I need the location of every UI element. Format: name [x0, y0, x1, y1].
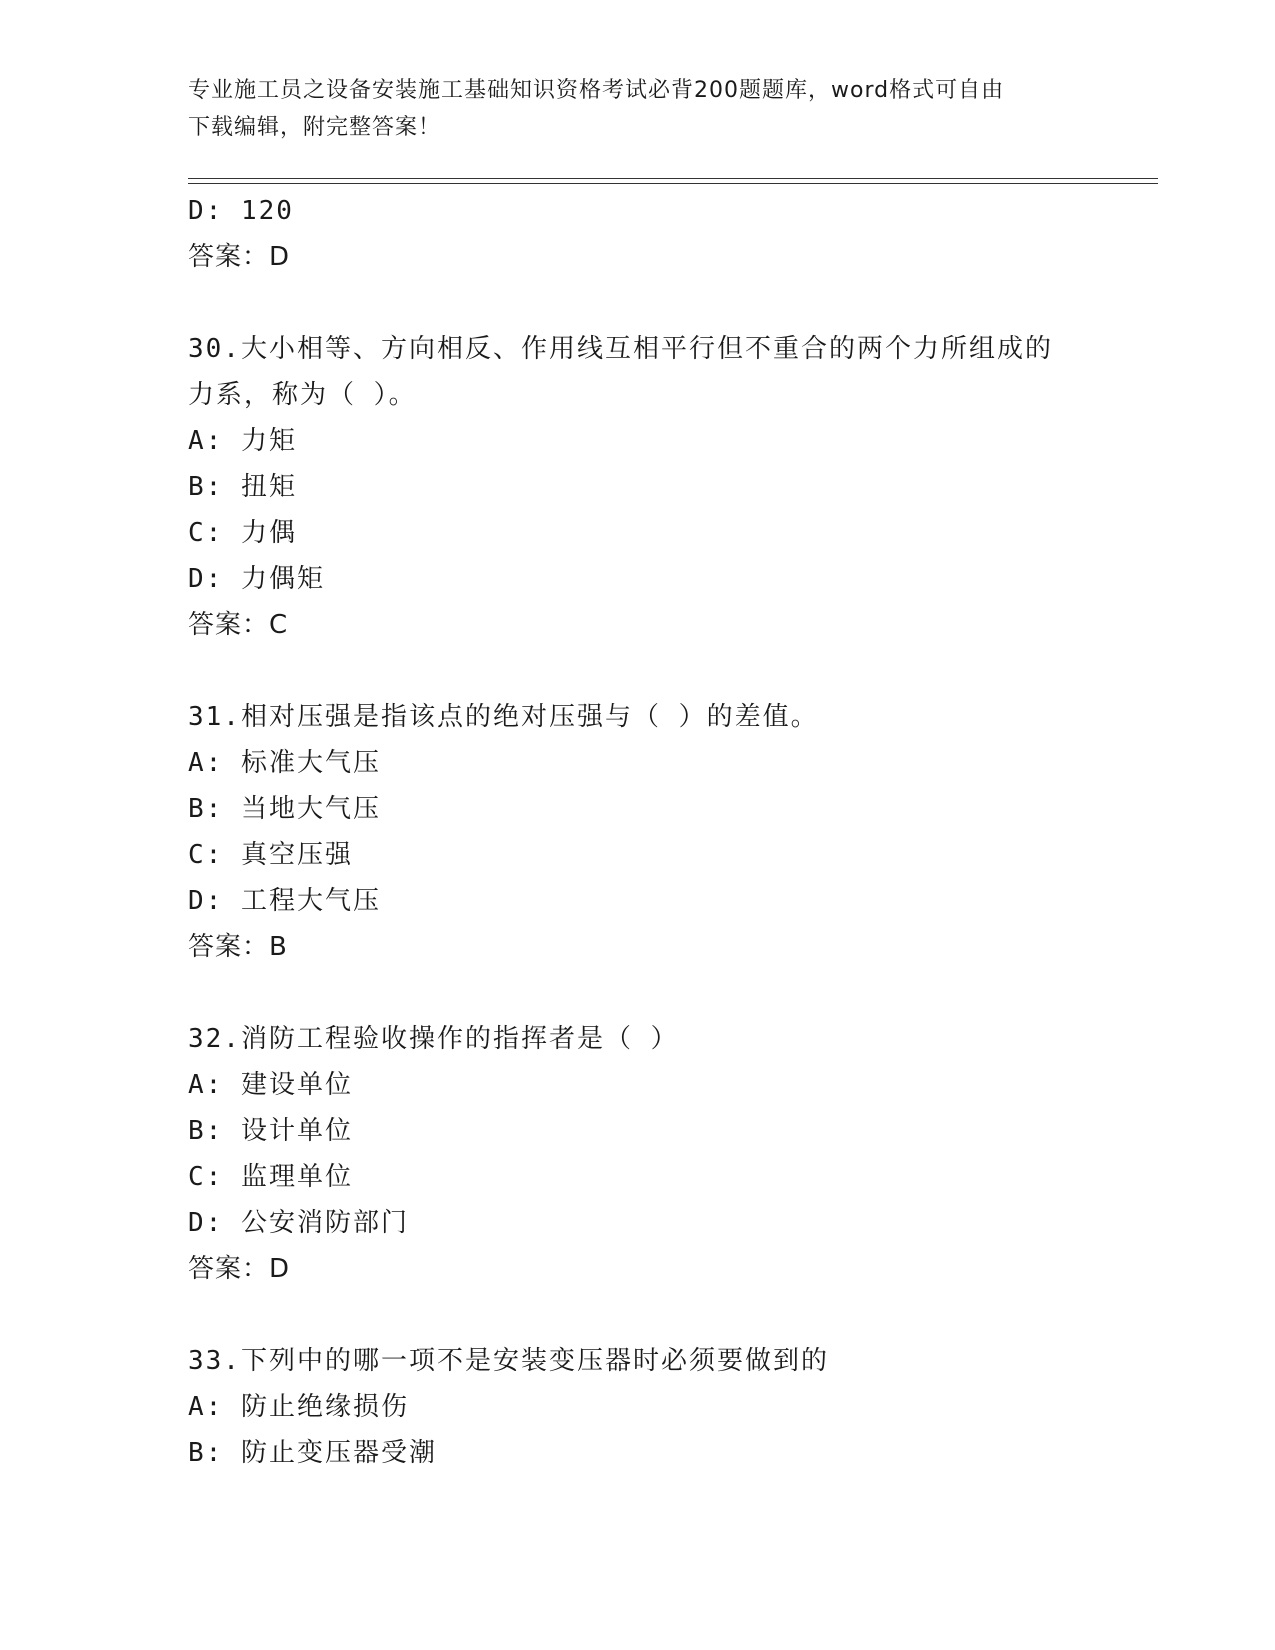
option-c: C: 真空压强: [188, 840, 353, 870]
question-30: [188, 326, 1088, 648]
question-32: [188, 1016, 1088, 1292]
header-line-1: 专业施工员之设备安装施工基础知识资格考试必背200题题库，word格式可自由: [188, 78, 1005, 103]
answer-line: 答案：D: [188, 1254, 291, 1284]
spacer: [188, 280, 1088, 326]
document-header: [188, 72, 1088, 146]
header-divider-top: [188, 178, 1158, 179]
question-31: [188, 694, 1088, 970]
option-c: C: 力偶: [188, 518, 297, 548]
option-b: B: 防止变压器受潮: [188, 1438, 437, 1468]
option-a: A: 力矩: [188, 426, 297, 456]
option-a: A: 建设单位: [188, 1070, 353, 1100]
question-33: [188, 1338, 1088, 1476]
option-b: B: 扭矩: [188, 472, 297, 502]
header-divider-bottom: [188, 183, 1158, 184]
question-list: [188, 188, 1088, 1476]
spacer: [188, 970, 1088, 1016]
answer-line: 答案：B: [188, 932, 288, 962]
question-stem: 31.相对压强是指该点的绝对压强与（ ）的差值。: [188, 702, 819, 732]
option-a: A: 标准大气压: [188, 748, 381, 778]
spacer: [188, 648, 1088, 694]
question-stem-continued: 力系，称为（ ）。: [188, 380, 417, 410]
option-b: B: 当地大气压: [188, 794, 381, 824]
spacer: [188, 1292, 1088, 1338]
question-stem: 32.消防工程验收操作的指挥者是（ ）: [188, 1024, 679, 1054]
question-stem: 33.下列中的哪一项不是安装变压器时必须要做到的: [188, 1346, 829, 1376]
question-stem: 30.大小相等、方向相反、作用线互相平行但不重合的两个力所组成的: [188, 334, 1053, 364]
answer-line: 答案：C: [188, 610, 289, 640]
option-d: D: 力偶矩: [188, 564, 325, 594]
answer-line: 答案：D: [188, 242, 291, 272]
option-b: B: 设计单位: [188, 1116, 353, 1146]
option-d: D: 工程大气压: [188, 886, 381, 916]
option-d: D: 公安消防部门: [188, 1208, 409, 1238]
option-d: D: 120: [188, 196, 294, 226]
option-a: A: 防止绝缘损伤: [188, 1392, 409, 1422]
header-line-2: 下载编辑，附完整答案！: [188, 115, 442, 140]
option-c: C: 监理单位: [188, 1162, 353, 1192]
